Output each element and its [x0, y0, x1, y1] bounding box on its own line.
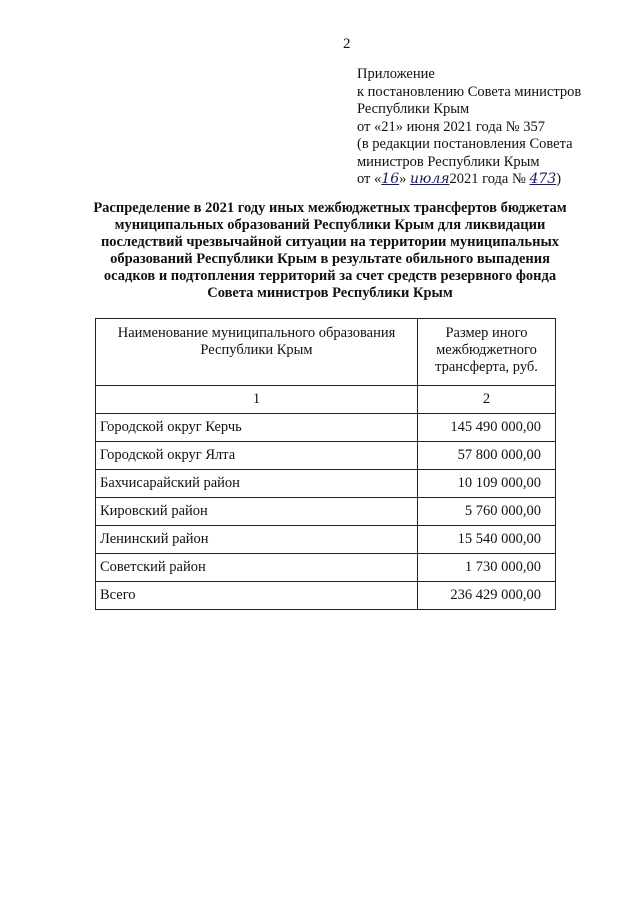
text: 2021 года № — [449, 171, 530, 187]
title-line: Распределение в 2021 году иных межбюджетных трансфертов бюджетам — [93, 200, 567, 216]
title-line: муниципальных образований Республики Крым для ликвидации — [114, 217, 546, 233]
title-line: образований Республики Крым в результате обильного выпадения — [110, 251, 550, 267]
appendix-line: министров Республики Крым — [357, 153, 540, 170]
table-row — [96, 554, 556, 582]
page-number: 2 — [343, 36, 351, 52]
title-line: Совета министров Республики Крым — [207, 285, 453, 301]
appendix-line: Республики Крым — [357, 101, 470, 117]
table-row — [96, 526, 556, 554]
total-label: Всего — [96, 582, 418, 610]
total-amount: 236 429 000,00 — [418, 582, 556, 610]
text: » — [399, 171, 410, 187]
handwritten-month: июля — [409, 171, 450, 187]
handwritten-day: 16 — [381, 171, 400, 187]
transfer-amount: 145 490 000,00 — [418, 414, 556, 442]
table-row — [96, 498, 556, 526]
municipality-name: Советский район — [96, 554, 418, 582]
municipality-name: Кировский район — [96, 498, 418, 526]
transfer-amount: 57 800 000,00 — [418, 442, 556, 470]
text: ) — [556, 171, 562, 187]
appendix-line: Приложение — [357, 66, 435, 82]
municipality-name: Ленинский район — [96, 526, 418, 554]
text: от « — [357, 171, 382, 187]
column-number-row — [96, 386, 556, 414]
header-amount: Размер иного межбюджетного трансферта, руб. — [418, 319, 556, 386]
appendix-header — [357, 66, 581, 189]
document-title — [80, 200, 580, 302]
column-number: 2 — [418, 386, 556, 414]
municipality-name: Бахчисарайский район — [96, 470, 418, 498]
column-number: 1 — [96, 386, 418, 414]
table-header-row — [96, 319, 556, 386]
appendix-line: к постановлению Совета министров — [357, 83, 582, 100]
table-row — [96, 470, 556, 498]
table-row — [96, 442, 556, 470]
transfer-amount: 1 730 000,00 — [418, 554, 556, 582]
transfer-amount: 5 760 000,00 — [418, 498, 556, 526]
distribution-table — [95, 318, 556, 610]
municipality-name: Городской округ Керчь — [96, 414, 418, 442]
header-name: Наименование муниципального образования Республики Крым — [96, 319, 418, 386]
title-line: последствий чрезвычайной ситуации на территории муниципальных — [100, 234, 560, 250]
handwritten-number: 473 — [529, 171, 557, 187]
transfer-amount: 15 540 000,00 — [418, 526, 556, 554]
table-row — [96, 414, 556, 442]
appendix-line: от «21» июня 2021 года № 357 — [357, 118, 545, 135]
total-row — [96, 582, 556, 610]
appendix-line: (в редакции постановления Совета — [357, 136, 573, 152]
appendix-line-date — [357, 171, 581, 189]
municipality-name: Городской округ Ялта — [96, 442, 418, 470]
title-line: осадков и подтопления территорий за счет средств резервного фонда — [103, 268, 557, 284]
transfer-amount: 10 109 000,00 — [418, 470, 556, 498]
